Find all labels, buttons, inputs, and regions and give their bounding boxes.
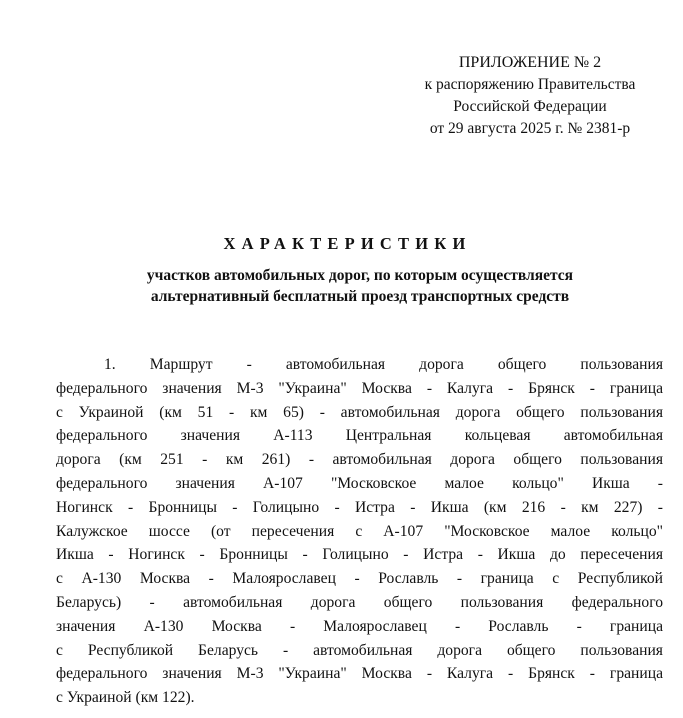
appendix-line-3: от 29 августа 2025 г. № 2381-р	[429, 120, 631, 137]
paragraph-line: федерального значения А-107 "Московское малое кольцо" Икша -	[56, 474, 663, 492]
appendix-line-2: Российской Федерации	[453, 98, 607, 115]
paragraph-line: федерального значения М-3 "Украина" Москва - Калуга - Брянск - граница	[56, 665, 663, 683]
subtitle-line-1: участков автомобильных дорог, по которым осуществляется	[146, 267, 574, 284]
paragraph-line: Беларусь) - автомобильная дорога общего пользования федерального	[56, 593, 663, 611]
paragraph-line: с А-130 Москва - Малоярославец - Рославль - граница с Республикой	[56, 570, 663, 588]
paragraph-line: Икша - Ногинск - Бронницы - Голицыно - Истра - Икша до пересечения	[56, 546, 663, 564]
paragraph-line: с Республикой Беларусь - автомобильная дорога общего пользования	[56, 641, 663, 659]
appendix-title: ПРИЛОЖЕНИЕ № 2	[458, 54, 602, 71]
paragraph-line: федерального значения А-113 Центральная кольцевая автомобильная	[56, 427, 663, 445]
paragraph-line: Ногинск - Бронницы - Голицыно - Истра - Икша (км 216 - км 227) -	[56, 498, 663, 516]
appendix-line-1: к распоряжению Правительства	[424, 76, 636, 93]
route-paragraph	[56, 353, 663, 710]
paragraph-line: с Украиной (км 51 - км 65) - автомобильная дорога общего пользования	[56, 403, 663, 421]
subtitle-line-2: альтернативный бесплатный проезд транспортных средств	[150, 288, 570, 305]
paragraph-line: значения А-130 Москва - Малоярославец - Рославль - граница	[56, 617, 663, 635]
paragraph-line: федерального значения М-3 "Украина" Москва - Калуга - Брянск - граница	[56, 379, 663, 397]
paragraph-line: Калужское шоссе (от пересечения с А-107 "Московское малое кольцо"	[56, 522, 663, 540]
appendix-block	[395, 52, 665, 140]
paragraph-line: с Украиной (км 122).	[56, 689, 195, 707]
paragraph-line: 1. Маршрут - автомобильная дорога общего пользования	[104, 356, 663, 373]
document-subtitle	[60, 265, 660, 307]
document-title: ХАРАКТЕРИСТИКИ	[223, 234, 472, 253]
paragraph-line: дорога (км 251 - км 261) - автомобильная дорога общего пользования	[56, 451, 663, 469]
